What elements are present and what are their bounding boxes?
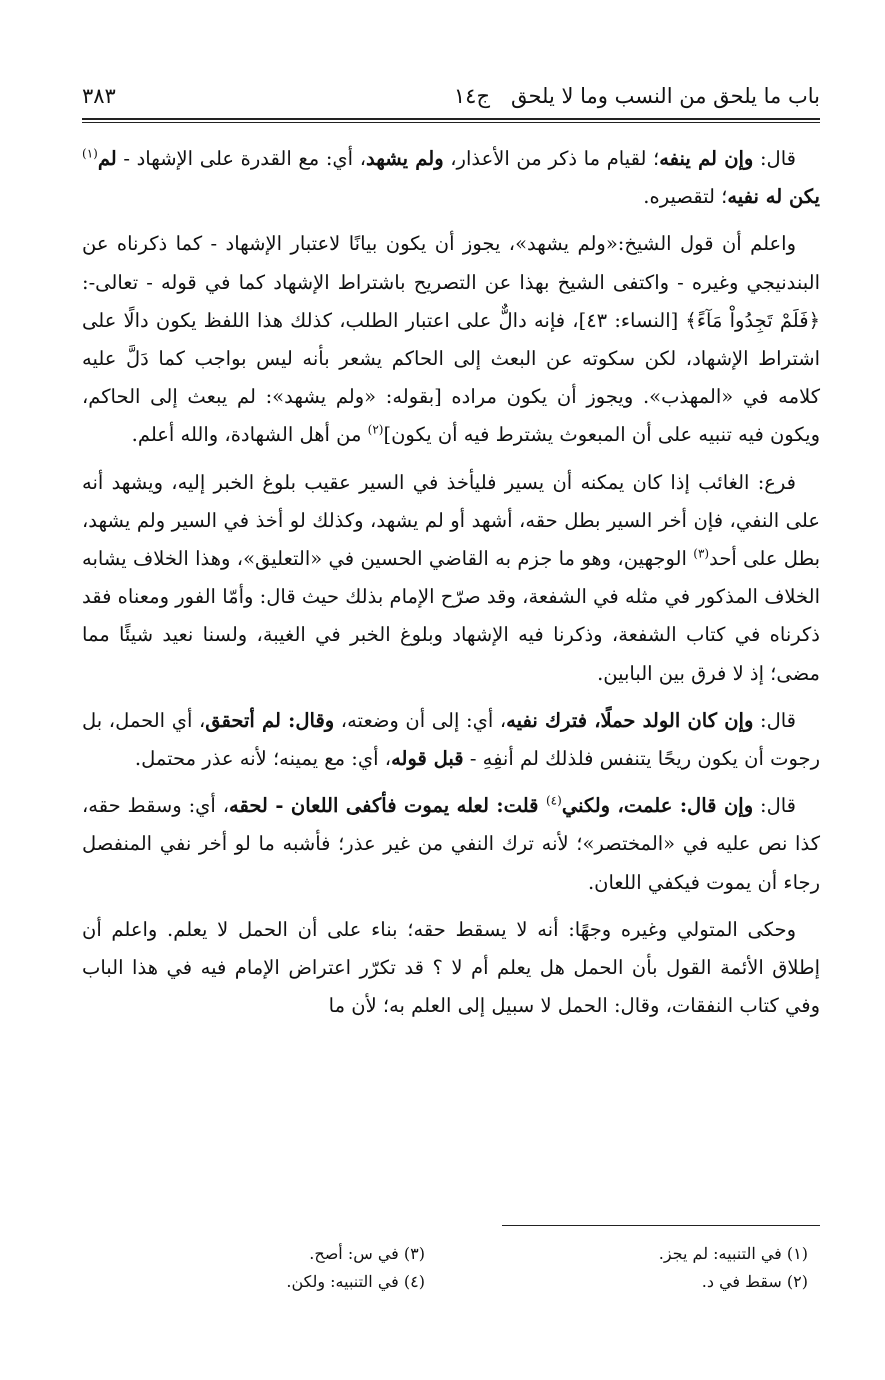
sharh-text: من أهل الشهادة، والله أعلم. <box>131 423 368 447</box>
footnote-marker: (٢) <box>367 422 384 437</box>
matn-text: قلت: لعله يموت فأكفى اللعان - لحقه <box>229 794 546 818</box>
paragraph <box>82 787 820 902</box>
matn-text: يكن له نفيه <box>727 185 820 209</box>
sharh-text: قال: <box>753 794 796 818</box>
matn-text: ولم يشهد <box>366 147 444 170</box>
sharh-text: فرع: الغائب إذا كان يمكنه أن يسير فليأخذ في السير عقيب بلوغ الخبر إليه، ويشهد أنه على النفي، فإن أخر السير بطل حقه، أشهد أو لم يشهد، وكذلك لو أخذ في السير ولم يشهد، بطل على أحد <box>82 470 821 571</box>
sharh-text: ، أي: وسقط حقه، كذا نص عليه في «المختصر»؛ لأنه ترك النفي من غير عذر؛ فأشبه ما لو أخر نفي المنفصل رجاء أن يموت فيكفي اللعان. <box>82 794 820 894</box>
sharh-text: واعلم أن قول الشيخ:«ولم يشهد»، يجوز أن يكون بيانًا لاعتبار الإشهاد - كما ذكرناه عن البندنيجي وغيره - واكتفى الشيخ بهذا عن التصريح باشتراط الإشهاد كما في قوله - تعالى-: ﴿فَلَمْ تَجِدُواْ مَآءً﴾ [النساء: ٤٣]، فإنه دالٌّ على اعتبار الطلب، كذلك هذا اللفظ يكون دالًا على اشتراط الإشهاد، لكن سكوته عن البعث إلى الحاكم يشعر بأنه ليس بواجب كما دَلَّ عليه كلامه في «المهذب». ويجوز أن يكون مراده [بقوله: «ولم يشهد»: لم يبعث إلى الحاكم، ويكون فيه تنبيه على أن المبعوث يشترط فيه أن يكون] <box>82 232 821 447</box>
footnotes-right-column <box>478 1240 808 1296</box>
paragraph <box>82 140 820 216</box>
footnote: (٤) في التنبيه: ولكن. <box>286 1272 425 1291</box>
header-rule <box>82 118 820 120</box>
footnote: (٣) في س: أصح. <box>309 1244 425 1263</box>
chapter-title: باب ما يلحق من النسب وما لا يلحق <box>510 84 820 108</box>
matn-text: قبل قوله <box>391 747 464 771</box>
header-rule-thin <box>82 122 820 123</box>
footnote: (٢) سقط في د. <box>701 1272 808 1291</box>
page-number: ٣٨٣ <box>82 84 116 108</box>
sharh-text: الوجهين، وهو ما جزم به القاضي الحسين في «التعليق»، وهذا الخلاف يشابه الخلاف المذكور في مثله في الشفعة، وقد صرّح الإمام بذلك حيث قال: وأمّا الفور ومعناه فقد ذكرناه في كتاب الشفعة، وذكرنا فيه الإشهاد وبلوغ الخبر في الغيبة، ولسنا نعيد شيئًا مما مضى؛ إذ لا فرق بين البابين. <box>82 547 820 685</box>
paragraph <box>82 464 820 693</box>
footnote: (١) في التنبيه: لم يجز. <box>658 1244 808 1263</box>
sharh-text: ، أي: مع يمينه؛ لأنه عذر محتمل. <box>134 747 392 771</box>
footnote-marker: (٤) <box>545 793 562 808</box>
sharh-text: قال: <box>753 147 796 170</box>
paragraph <box>82 911 820 1026</box>
paragraph <box>82 702 820 778</box>
sharh-text: ، أي الحمل، بل رجوت أن يكون ريحًا يتنفس فلذلك لم أنفِهِ - <box>82 708 820 771</box>
matn-text: لم <box>97 147 117 170</box>
matn-text: وإن قال: علمت، ولكني <box>561 794 754 818</box>
matn-text: وقال: لم أتحقق <box>205 708 335 732</box>
footnote-marker: (٣) <box>693 546 710 561</box>
running-header <box>82 78 820 114</box>
volume-number: ج١٤ <box>453 84 490 108</box>
footnote-rule <box>502 1225 820 1226</box>
sharh-text: قال: <box>753 708 796 732</box>
sharh-text: ، أي: إلى أن وضعته، <box>334 708 507 732</box>
sharh-text: ؛ لقيام ما ذكر من الأعذار، <box>443 147 660 170</box>
sharh-text: وحكى المتولي وغيره وجهًا: أنه لا يسقط حقه؛ بناء على أن الحمل لا يعلم. واعلم أن إطلاق الأئمة القول بأن الحمل هل يعلم أم لا ؟ قد تكرّر اعتراض الإمام فيه في هذا الباب وفي كتاب النفقات، وقال: الحمل لا سبيل إلى العلم به؛ لأن ما <box>82 917 820 1018</box>
main-text <box>82 140 820 1034</box>
paragraph <box>82 225 820 454</box>
matn-text: وإن لم ينفه <box>659 147 754 170</box>
matn-text: وإن كان الولد حملًا، فترك نفيه <box>506 708 754 732</box>
footnotes-left-column <box>95 1240 425 1296</box>
sharh-text: ؛ لتقصيره. <box>643 185 728 209</box>
sharh-text: ، أي: مع القدرة على الإشهاد - <box>116 147 367 170</box>
footnote-marker: (١) <box>82 146 98 161</box>
